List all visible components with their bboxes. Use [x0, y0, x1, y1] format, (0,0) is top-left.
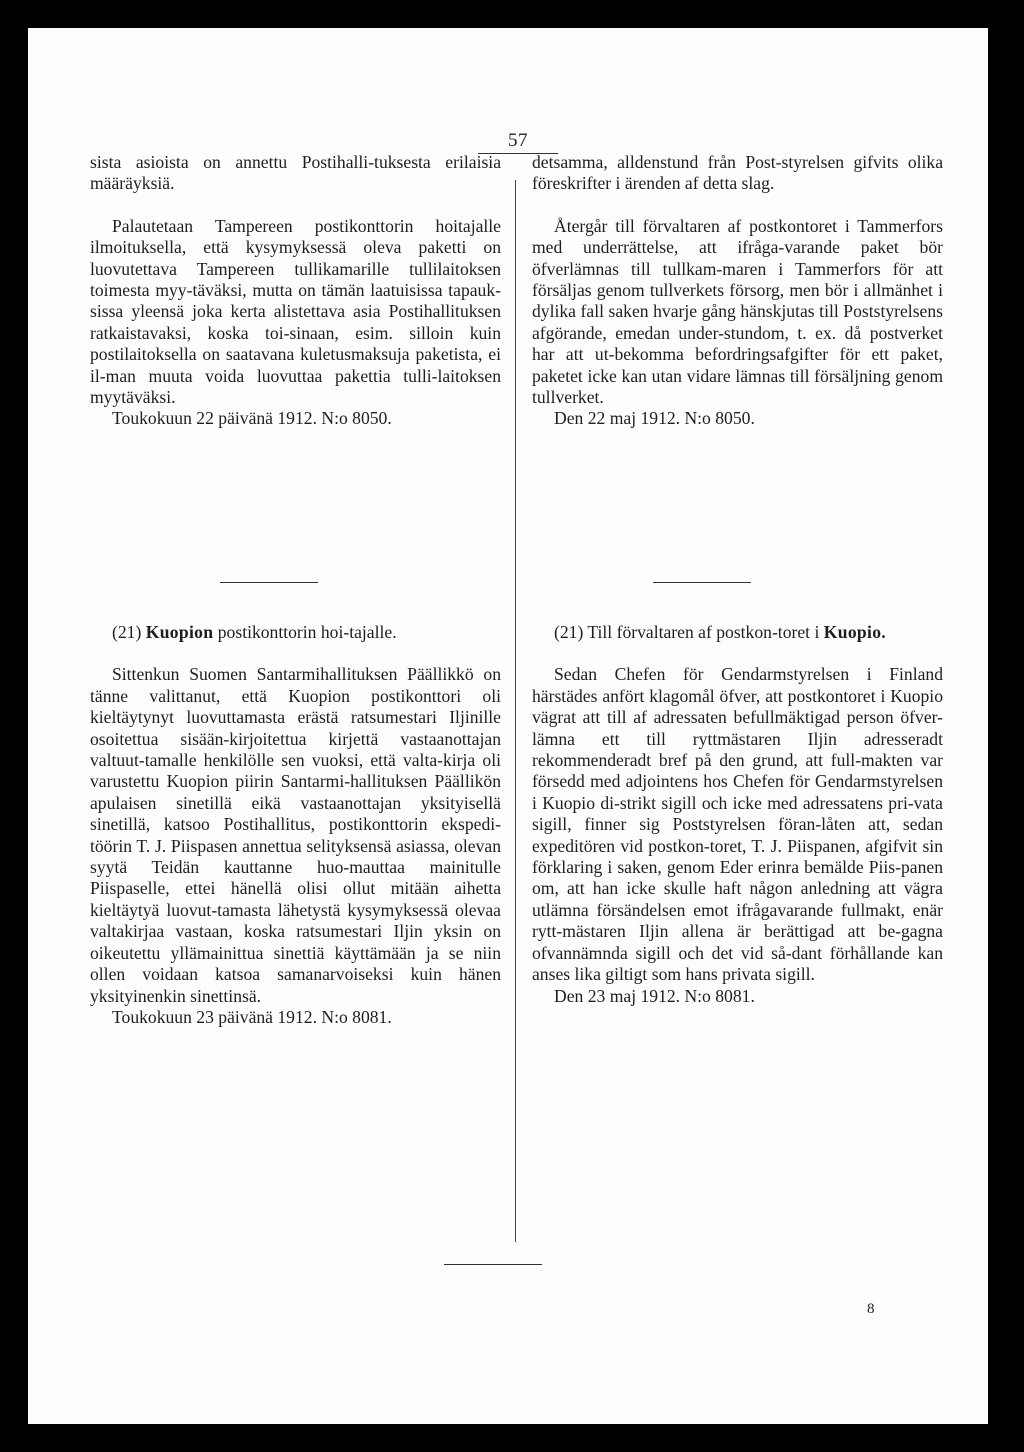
right-item1-body: Återgår till förvaltaren af postkontoret i Tammerfors med underrättelse, att ifråga-varande paket bör öfverlämnas till tullkam-maren i Tammerfors för att försäljas genom tullverkets försorg, men bör i allmänhet i dylika fall saken hvarje gång hänskjutas till Poststyrelsens afgörande, emedan under-stundom, t. ex. då postverket har att ut-bekomma befordringsafgifter för ett paket, paketet icke kan utan vidare lämnas till försäljning genom tullverket. — [532, 215, 943, 408]
page-number: 57 — [508, 130, 528, 151]
signature-mark: 8 — [867, 1301, 875, 1317]
right-item2-heading-rest: Till förvaltaren af postkon-toret i — [587, 622, 820, 642]
left-item2-heading-number: (21) — [112, 622, 142, 642]
right-item1-dateline: Den 22 maj 1912. N:o 8050. — [554, 408, 755, 429]
left-section-rule — [220, 582, 318, 583]
right-item2-body: Sedan Chefen för Gendarmstyrelsen i Finland härstädes anfört klagomål öfver, att postkontoret i Kuopio vägrat att till af adressaten befullmäktigad person öfver-lämna ett till ryttmästaren Iljin adresseradt rekommenderadt bref på den grund, att full-makten var försedd med adjointens hos Chefen för Gendarmstyrelsen i Kuopio di-strikt sigill och icke med adressatens pri-vata sigill, finner sig Poststyrelsen föran-låten att, sedan expeditören vid postkon-toret, T. J. Piispanen, afgifvit sin förklaring i saken, genom Eder erinra bemälde Piis-panen om, att han icke skulle haft någon anledning att vägra utlämna försändelsen emot ifrågavarande fullmakt, enär rytt-mästaren Iljin allena är berättigad att be-gagna ofvannämnda sigill och det vid så-dant förhållande kan anses lika giltigt som hans privata sigill. — [532, 664, 943, 985]
right-item2-heading-number: (21) — [554, 622, 584, 642]
right-column — [532, 152, 943, 430]
left-item2-heading-rest: postikonttorin hoi-tajalle. — [217, 622, 397, 642]
page-footer-rule — [444, 1264, 542, 1265]
left-item2-dateline: Toukokuun 23 päivänä 1912. N:o 8081. — [112, 1006, 392, 1027]
left-item2-heading-place: Kuopion — [145, 622, 214, 642]
right-item2-heading — [532, 622, 943, 643]
left-item2-body: Sittenkun Suomen Santarmihallituksen Päällikkö on tänne valittanut, että Kuopion postikonttori oli kieltäytynyt luovuttamasta erästä ratsumestari Iljinille osoitettua sisään-kirjoitettua kirjettä vastaanottajan valtuut-tamalle henkilölle sen vuoksi, että valta-kirja oli varustettu Kuopion piirin Santarmi-hallituksen Päällikön apulaisen sinetillä eikä vastaanottajan yksityisellä sinetillä, katsoo Postihallitus, postikonttorin ekspedi-töörin T. J. Piispasen annettua selityksensä asiassa, olevan syytä Teidän kauttanne huo-mauttaa mainitulle Piispaselle, ettei hänellä olisi ollut mitään aihetta kieltäytyä luovut-tamasta lähetystä kysymyksessä olevaa valtakirjaa vastaan, koska ratsumestari Iljin yksin on oikeutettu yllämainittua sinettiä käyttämään ja se niin ollen voidaan katsoa samanarvoiseksi kuin hänen yksityinenkin sinettinsä. — [90, 664, 501, 1006]
left-item1-dateline: Toukokuun 22 päivänä 1912. N:o 8050. — [112, 408, 392, 429]
right-item2-heading-place: Kuopio. — [823, 622, 886, 642]
left-item2-heading — [90, 622, 501, 643]
column-divider — [515, 180, 516, 1242]
left-item1-body: Palautetaan Tampereen postikonttorin hoitajalle ilmoituksella, että kysymyksessä oleva paketti on luovutettava Tampereen tullikamarille tullilaitoksen toimesta myy-täväksi, mutta on tämän laatuisissa tapauk-sissa yleensä joka kerta alistettava asia Postihallituksen ratkaistavaksi, koska toi-sinaan, esim. silloin kuin postilaitoksella on saatavana kuletusmaksuja paketista, ei il-man muuta voida luovuttaa pakettia tulli-laitoksen myytäväksi. — [90, 215, 501, 408]
left-intro-tail: sista asioista on annettu Postihalli-tuksesta erilaisia määräyksiä. — [90, 152, 501, 194]
document-page — [28, 28, 988, 1424]
right-intro-tail: detsamma, alldenstund från Post-styrelsen gifvits olika föreskrifter i ärenden af detta slag. — [532, 152, 943, 194]
right-column-item2 — [532, 622, 943, 1007]
right-item2-dateline: Den 23 maj 1912. N:o 8081. — [554, 985, 755, 1006]
left-column — [90, 152, 501, 430]
left-column-item2 — [90, 622, 501, 1028]
right-section-rule — [653, 582, 751, 583]
